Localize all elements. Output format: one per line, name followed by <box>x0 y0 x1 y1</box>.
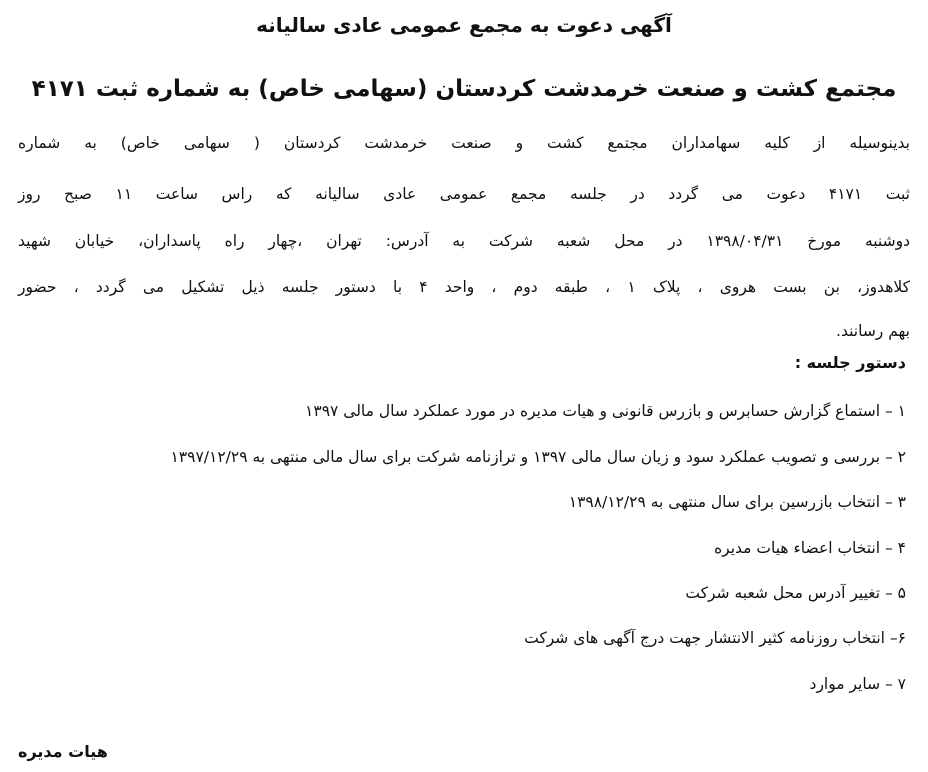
company-registration-line: مجتمع کشت و صنعت خرمدشت کردستان (سهامی خاص) به شماره ثبت ۴۱۷۱ <box>31 76 897 102</box>
agenda-item-2: ۲ – بررسی و تصویب عملکرد سود و زیان سال مالی ۱۳۹۷ و ترازنامه شرکت برای سال مالی منتهی به ۱۳۹۷/۱۲/۲۹ <box>170 448 906 466</box>
board-signature: هیات مدیره <box>18 742 108 761</box>
agenda-item-5: ۵ – تغییر آدرس محل شعبه شرکت <box>685 584 906 602</box>
agenda-item-6: ۶– انتخاب روزنامه کثیر الانتشار جهت درج آگهی های شرکت <box>524 629 906 647</box>
agenda-item-7: ۷ – سایر موارد <box>809 675 906 693</box>
body-line-5: بهم رسانند. <box>836 322 910 340</box>
body-line-1: بدینوسیله از کلیه سهامداران مجتمع کشت و صنعت خرمدشت کردستان ( سهامی خاص) به شماره <box>18 134 910 152</box>
agenda-item-3: ۳ – انتخاب بازرسین برای سال منتهی به ۱۳۹۸/۱۲/۲۹ <box>568 493 906 511</box>
agenda-heading: دستور جلسه : <box>794 353 906 372</box>
announcement-title: آگهی دعوت به مجمع عمومی عادی سالیانه <box>256 13 672 37</box>
body-line-2: ثبت ۴۱۷۱ دعوت می گردد در جلسه مجمع عمومی عادی سالیانه که راس ساعت ۱۱ صبح روز <box>18 185 910 203</box>
agenda-item-4: ۴ – انتخاب اعضاء هیات مدیره <box>714 539 906 557</box>
body-line-3: دوشنبه مورخ ۱۳۹۸/۰۴/۳۱ در محل شعبه شرکت به آدرس: تهران ،چهار راه پاسداران، خیابان شهید <box>18 232 910 250</box>
agenda-item-1: ۱ – استماع گزارش حسابرس و بازرس قانونی و هیات مدیره در مورد عملکرد سال مالی ۱۳۹۷ <box>305 402 906 420</box>
body-line-4: کلاهدوز، بن بست هروی ، پلاک ۱ ، طبقه دوم ، واحد ۴ با دستور جلسه ذیل تشکیل می گردد ، حضور <box>18 278 910 296</box>
